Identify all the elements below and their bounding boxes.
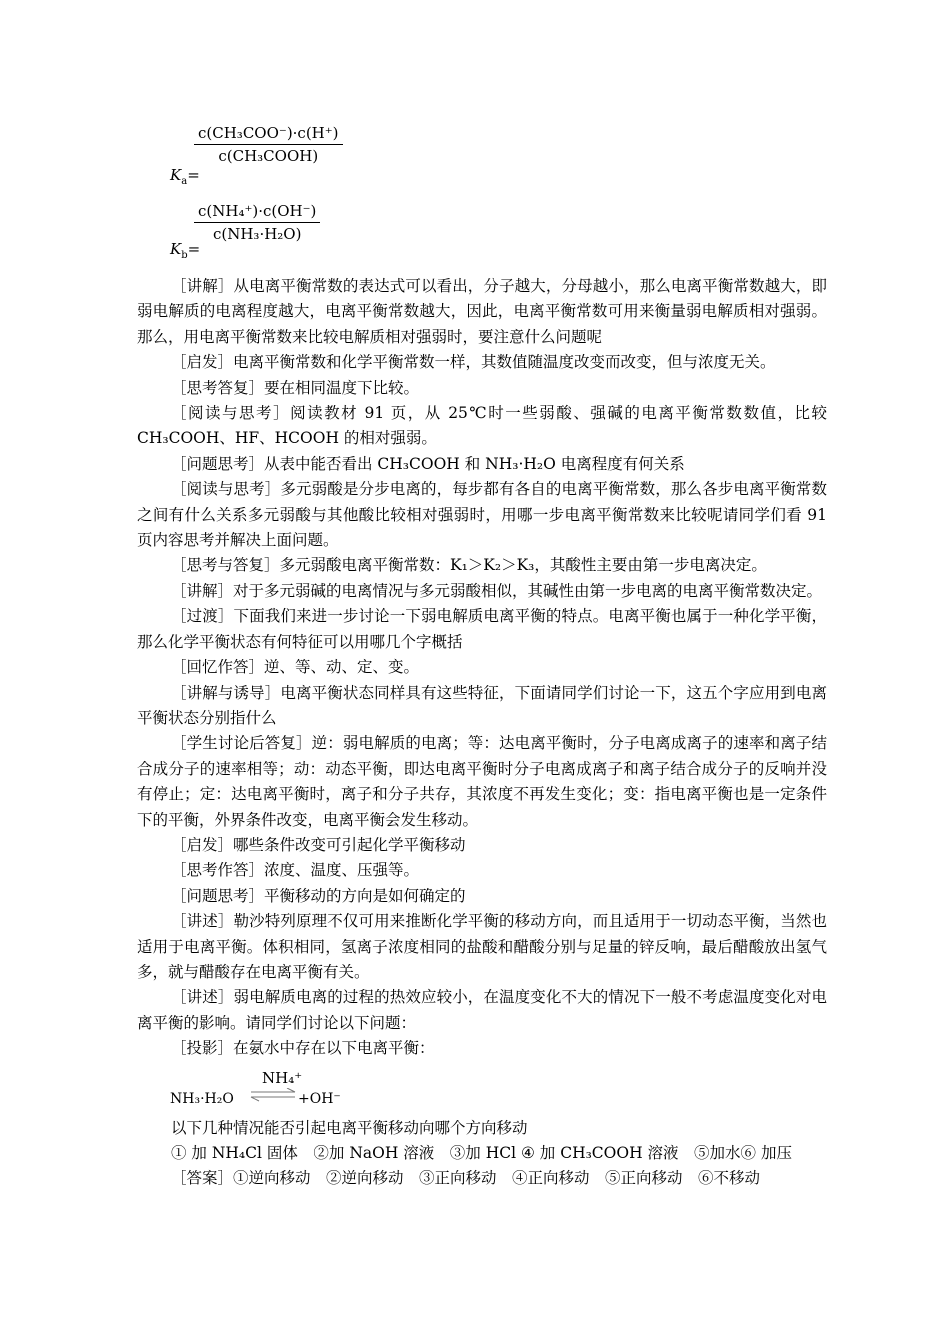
paragraph: ［学生讨论后答复］逆：弱电解质的电离；等：达电离平衡时，分子电离成离子的速率和离子结合成分子的速率相等；动：动态平衡，即达电离平衡时分子电离成离子和离子结合成分子的反响并没有停止；定：达电离平衡时，离子和分子共存，其浓度不再发生变化；变：指电离平衡也是一定条件下的平衡，外界条件改变，电离平衡会发生移动。	[137, 734, 827, 829]
paragraph: ［阅读与思考］阅读教材 91 页，从 25℃时一些弱酸、强碱的电离平衡常数数值，比较 CH₃COOH、HF、HCOOH 的相对强弱。	[137, 404, 827, 448]
paragraph: ［讲述］勒沙特列原理不仅可用来推断化学平衡的移动方向，而且适用于一切动态平衡，当然也适用于电离平衡。体积相同，氢离子浓度相同的盐酸和醋酸分别与足量的锌反响，最后醋酸放出氢气多，就与醋酸存在电离平衡有关。	[137, 912, 827, 981]
equation-left: NH₃·H₂O	[170, 1090, 234, 1107]
ka-subscript: a	[181, 176, 188, 187]
paragraph: ［回忆作答］逆、等、动、定、变。	[171, 658, 420, 677]
paragraph: ［讲解］从电离平衡常数的表达式可以看出，分子越大，分母越小，那么电离平衡常数越大，即弱电解质的电离程度越大，电离平衡常数越大，因此，电离平衡常数可用来衡量弱电解质相对强弱。那么，用电离平衡常数来比较电解质相对强弱时，要注意什么问题呢	[137, 277, 827, 346]
paragraph: ［讲述］弱电解质电离的过程的热效应较小，在温度变化不大的情况下一般不考虑温度变化对电离平衡的影响。请同学们讨论以下问题：	[137, 988, 827, 1032]
reversible-arrow-icon	[249, 1088, 297, 1102]
paragraph: ［过渡］下面我们来进一步讨论一下弱电解质电离平衡的特点。电离平衡也属于一种化学平衡，那么化学平衡状态有何特征可以用哪几个字概括	[137, 607, 827, 651]
ionization-equation	[137, 1062, 827, 1116]
paragraph: ［思考与答复］多元弱酸电离平衡常数：K₁＞K₂＞K₃，其酸性主要由第一步电离决定。	[171, 556, 767, 575]
kb-symbol: K	[170, 240, 182, 258]
kb-numerator: c(NH₄⁺)·c(OH⁻)	[198, 202, 317, 220]
paragraph: ［启发］哪些条件改变可引起化学平衡移动	[171, 835, 466, 854]
paragraph: ［问题思考］从表中能否看出 CH₃COOH 和 NH₃·H₂O 电离程度有何关系	[171, 454, 685, 473]
kb-fraction	[194, 202, 320, 243]
paragraph: ［讲解与诱导］电离平衡状态同样具有这些特征，下面请同学们讨论一下，这五个字应用到电离平衡状态分别指什么	[137, 683, 827, 727]
paragraph: ［思考作答］浓度、温度、压强等。	[171, 861, 420, 880]
kb-label	[170, 240, 200, 261]
kb-denominator: c(NH₃·H₂O)	[212, 225, 302, 243]
options-text: ① 加 NH₄Cl 固体 ②加 NaOH 溶液 ③加 HCl ④ 加 CH₃COOH 溶液 ⑤加水⑥ 加压	[171, 1144, 792, 1162]
document-body	[137, 274, 827, 1192]
kb-equals: =	[187, 240, 201, 258]
equation-over-arrow: NH₄⁺	[262, 1068, 303, 1087]
paragraph: ［问题思考］平衡移动的方向是如何确定的	[171, 886, 466, 905]
kb-subscript: b	[181, 250, 188, 261]
answer-text: ［答案］①逆向移动 ②逆向移动 ③正向移动 ④正向移动 ⑤正向移动 ⑥不移动	[171, 1169, 761, 1188]
paragraph: ［思考答复］要在相同温度下比较。	[171, 378, 420, 397]
ka-equals: =	[187, 166, 200, 184]
paragraph: ［启发］电离平衡常数和化学平衡常数一样，其数值随温度改变而改变，但与浓度无关。	[171, 353, 776, 372]
question-text: 以下几种情况能否引起电离平衡移动向哪个方向移动	[171, 1118, 528, 1137]
ka-label	[170, 166, 200, 187]
paragraph: ［阅读与思考］多元弱酸是分步电离的，每步都有各自的电离平衡常数，那么各步电离平衡常数之间有什么关系多元弱酸与其他酸比较相对强弱时，用哪一步电离平衡常数来比较呢请同学们看 91 页内容思考并解决上面问题。	[137, 480, 827, 550]
paragraph: ［投影］在氨水中存在以下电离平衡：	[171, 1039, 435, 1058]
ka-symbol: K	[170, 166, 182, 184]
paragraph: ［讲解］对于多元弱碱的电离情况与多元弱酸相似，其碱性由第一步电离的电离平衡常数决定。	[171, 581, 823, 600]
ka-fraction	[194, 124, 343, 165]
ka-numerator: c(CH₃COO⁻)·c(H⁺)	[198, 124, 339, 142]
ka-denominator: c(CH₃COOH)	[218, 147, 319, 165]
equation-right: +OH⁻	[298, 1090, 341, 1107]
